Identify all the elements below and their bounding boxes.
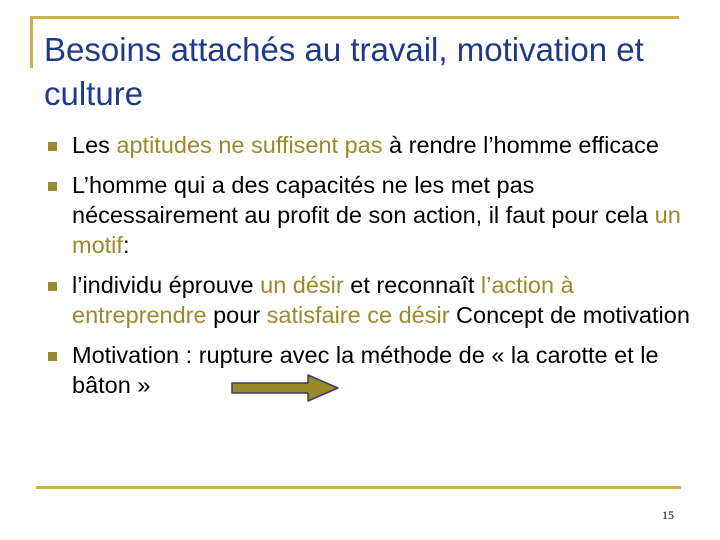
right-arrow-icon (230, 373, 340, 403)
bullet-square-icon (48, 142, 57, 151)
page-number: 15 (662, 508, 674, 522)
bullet-segment: l’individu éprouve (72, 272, 261, 298)
slide-frame-left (30, 16, 33, 68)
bullet-segment: à rendre l’homme efficace (382, 132, 659, 158)
bullet-item (44, 170, 694, 260)
slide-frame-top (30, 16, 679, 19)
bullet-segment: Motivation : rupture avec la méthode de « la carotte et le bâton » (72, 342, 659, 398)
bullet-list (44, 130, 694, 410)
bullet-segment: pour (206, 302, 267, 328)
bullet-item (44, 130, 694, 160)
bullet-segment: et reconnaît (343, 272, 481, 298)
bullet-segment: : (122, 232, 130, 258)
bullet-segment: L’homme qui a des capacités ne les met pas nécessairement au profit de son action, il faut pour cela (72, 172, 655, 228)
bullet-item (44, 340, 694, 400)
bullet-segment-highlight: un désir (260, 272, 344, 298)
bullet-square-icon (48, 352, 57, 361)
bullet-item (44, 270, 694, 330)
slide-title: Besoins attachés au travail, motivation et culture (44, 31, 644, 112)
bullet-segment: Les (72, 132, 117, 158)
bullet-segment-highlight: un motif (72, 202, 681, 258)
bullet-square-icon (48, 282, 57, 291)
bullet-segment-highlight: aptitudes ne suffisent pas (116, 132, 383, 158)
slide-frame-bottom (36, 486, 681, 489)
bullet-square-icon (48, 182, 57, 191)
bullet-segment-highlight: l’action à entreprendre (72, 272, 574, 328)
bullet-segment: Concept de motivation (449, 302, 690, 328)
bullet-segment-highlight: satisfaire ce désir (266, 302, 450, 328)
